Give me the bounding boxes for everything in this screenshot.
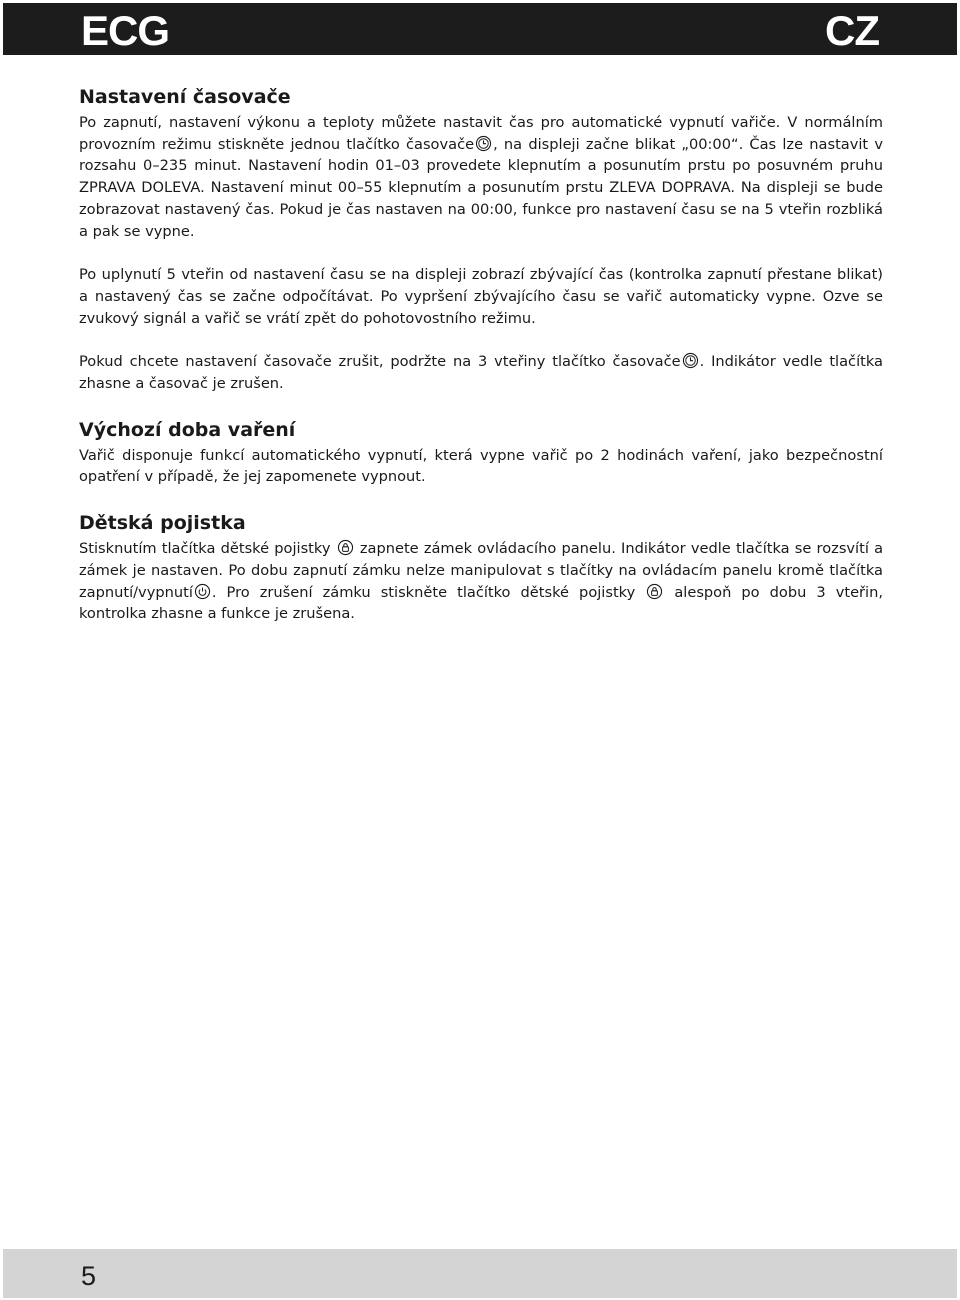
- child-lock-text-b: zapnete zámek ovládacího panelu. Indikátor vedle tlačítka se rozsvítí a zámek je nastaven. Po dobu zapnutí zámku nelze manipulovat s tlačítky na ovládacím panelu kromě tlačítka zapnutí/vypnutí: [79, 540, 884, 601]
- timer-icon: [682, 352, 699, 369]
- child-lock-icon: [646, 583, 663, 600]
- section-title-child-lock: Dětská pojistka: [79, 512, 246, 535]
- timer-paragraph-2: Po uplynutí 5 vteřin od nastavení času se na displeji zobrazí zbývající čas (kontrolka zapnutí přestane blikat) a nastavený čas se začne odpočítávat. Po vypršení zbývajícího času se vařič automaticky vypne. Ozve se zvukový signál a vařič se vrátí zpět do pohotovostního režimu.: [79, 266, 883, 327]
- timer-paragraph-3: [79, 351, 883, 394]
- timer-paragraph-1: [79, 112, 883, 242]
- default-time-paragraph: Vařič disponuje funkcí automatického vypnutí, která vypne vařič po 2 hodinách vaření, jako bezpečnostní opatření v případě, že jej zapomenete vypnout.: [79, 446, 883, 486]
- section-title-timer: Nastavení časovače: [79, 86, 291, 108]
- child-lock-text-c: . Pro zrušení zámku stiskněte tlačítko dětské pojistky: [211, 583, 636, 601]
- timer-p3-text-a: Pokud chcete nastavení časovače zrušit, podržte na 3 vteřiny tlačítko časovače: [79, 353, 681, 371]
- language-code: CZ: [825, 7, 879, 54]
- brand-logo: ECG: [81, 7, 170, 54]
- timer-icon: [475, 135, 492, 152]
- child-lock-icon: [337, 539, 354, 556]
- timer-p1-text-a: Po zapnutí, nastavení výkonu a teploty můžete nastavit čas pro automatické vypnutí vařiče. V normálním provozním režimu stiskněte jednou tlačítko časovače: [79, 114, 883, 153]
- page-content: [79, 84, 883, 625]
- footer-bar: [3, 1249, 957, 1298]
- child-lock-text-d: alespoň po dobu 3 vteřin, kontrolka zhasne a funkce je zrušena.: [79, 583, 883, 623]
- page-number: 5: [81, 1261, 97, 1291]
- power-icon: [194, 583, 211, 600]
- section-title-default-time: Výchozí doba vaření: [79, 418, 296, 441]
- timer-p1-text-b: , na displeji začne blikat „00:00“. Čas lze nastavit v rozsahu 0–235 minut. Nastavení hodin 01–03 provedete klepnutím a posunutím prstu po posuvném pruhu ZPRAVA DOLEVA. Nastavení minut 00–55 klepnutím a posunutím prstu ZLEVA DOPRAVA. Na displeji se bude zobrazovat nastavený čas. Pokud je čas nastaven na 00:00, funkce pro nastavení času se na 5 vteřin rozbliká a pak se vypne.: [79, 135, 883, 240]
- child-lock-paragraph: [79, 538, 883, 625]
- child-lock-text-a: Stisknutím tlačítka dětské pojistky: [79, 540, 331, 558]
- header-bar: [3, 3, 957, 55]
- timer-p3-text-b: . Indikátor vedle tlačítka zhasne a časovač je zrušen.: [79, 353, 883, 393]
